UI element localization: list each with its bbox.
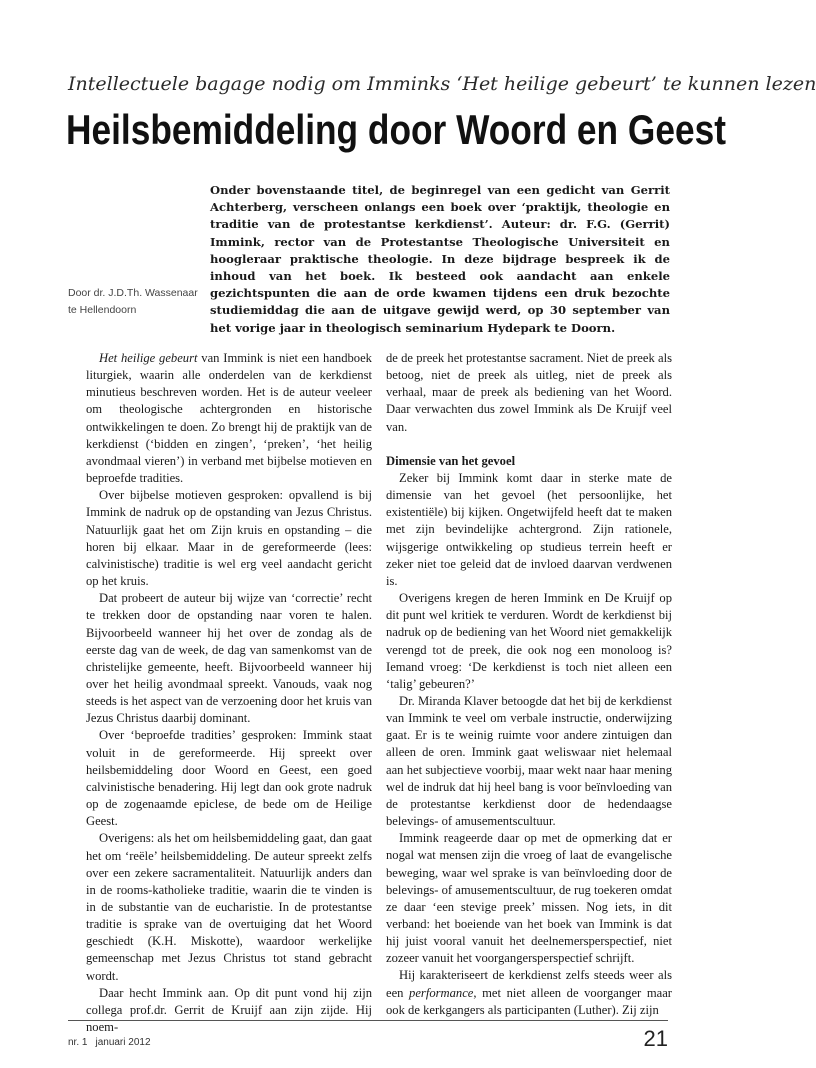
author-location: te Hellendoorn: [68, 304, 137, 316]
paragraph-text: Hij karakteriseert de kerkdienst zelfs steeds weer als een: [386, 968, 672, 1000]
paragraph: Overigens: als het om heilsbemiddeling gaat, dan gaat het om ‘reële’ heilsbemiddeling. De auteur spreekt zelfs over een zekere sacramentaliteit. Natuurlijk anders dan in de rooms-katholieke traditie, waarin die te vinden is in de substantie van de eucharistie. In de protestantse traditie is sprake van de overtuiging dat het Woord geschiedt (K.H. Miskotte), waardoor werkelijke gemeenschap met Jezus Christus tot stand gebracht wordt.: [86, 831, 372, 983]
author-byline: [68, 285, 208, 319]
paragraph: [386, 967, 672, 1018]
paragraph: Dat probeert de auteur bij wijze van ‘correctie’ recht te trekken door de opstanding naar voren te halen. Bijvoorbeeld wanneer hij het over de zondag als de eerste dag van de week, de dag van samenkomst van de christelijke gemeente, heeft. Bijvoorbeeld wanneer hij over het heilig avondmaal spreekt. Vanouds, vaak nog steeds is het aspect van de verzoening door het kruis van Jezus Christus daarbij dominant.: [86, 591, 372, 726]
left-column: [86, 350, 372, 1036]
issue-date: januari 2012: [95, 1037, 151, 1048]
issue-number: nr. 1: [68, 1037, 88, 1048]
article-lead: Onder bovenstaande titel, de beginregel van een gedicht van Gerrit Achterberg, verscheen onlangs een boek over ‘praktijk, theologie en traditie van de protestantse kerkdienst’. Auteur: dr. F.G. (Gerrit) Immink, rector van de Protestantse Theologische Universiteit en hoogleraar praktische theologie. In deze bijdrage bespreek ik de inhoud van het boek. Ik besteed ook aandacht aan enkele gezichtspunten die aan de orde kwamen tijdens een druk bezochte studiemiddag die aan de uitgave gewijd werd, op 30 september van het vorige jaar in theologisch seminarium Hydepark te Doorn.: [210, 183, 670, 335]
paragraph-text: van Immink is niet een handboek liturgiek, waarin alle onderdelen van de kerkdienst minutieus beschreven worden. Het is de auteur veeleer om theologische achtergronden en historische ontwikkelingen te doen. Zo brengt hij de praktijk van de kerkdienst (‘bidden en zingen’, ‘preken’, ‘het heilig avondmaal vieren’) in verband met bijbelse motieven en beproefde tradities.: [86, 351, 372, 486]
paragraph: Over ‘beproefde tradities’ gesproken: Immink staat voluit in de gereformeerde. Hij spreekt over heilsbemiddeling door Woord en Geest, een goed calvinistische benadering. Hij legt dan ook grote nadruk op de zogenaamde epiclese, de bede om de Heilige Geest.: [86, 728, 372, 829]
footer-divider: [68, 1020, 668, 1021]
article-title: Heilsbemiddeling door Woord en Geest: [66, 106, 726, 153]
paragraph: Over bijbelse motieven gesproken: opvallend is bij Immink de nadruk op de opstanding van Jezus Christus. Natuurlijk gaat het om Zijn kruis en opstanding – die horen bij elkaar. Maar in de gereformeerde (lees: calvinistische) traditie is wel erg veel aandacht gericht op het kruis.: [86, 488, 372, 589]
paragraph: Overigens kregen de heren Immink en De Kruijf op dit punt wel kritiek te verduren. Wordt de kerkdienst bij nadruk op de bediening van het Woord niet gemakkelijk verengd tot de preek, die ook nog een monoloog is? Iemand vroeg: ‘De kerkdienst is toch niet alleen een ‘talig’ gebeuren?’: [386, 591, 672, 691]
paragraph: Zeker bij Immink komt daar in sterke mate de dimensie van het gevoel (het persoonlijke, het existentiële) bij kijken. Ongetwijfeld heeft dat te maken met zijn bevindelijke achtergrond. Zijn rationele, wijsgerige ontwikkeling op studieus terrein heeft er zeker niet toe geleid dat de invloed daarvan verdwenen is.: [386, 470, 672, 588]
italic-term: performance: [409, 985, 474, 1000]
paragraph: de de preek het protestantse sacrament. Niet de preek als betoog, niet de preek als uitleg, niet de preek als verhaal, maar de preek als bediening van het Woord. Daar verwachten dus zowel Immink als De Kruijf veel van.: [386, 351, 672, 434]
author-name: Door dr. J.D.Th. Wassenaar: [68, 287, 198, 299]
paragraph: Dr. Miranda Klaver betoogde dat het bij de kerkdienst van Immink te veel om verbale instructie, onderwijzing gaat. Er is te weinig ruimte voor andere zintuigen dan alleen de oren. Immink gaat weliswaar niet helemaal aan het subjectieve voorbij, maar wekt naar haar mening wel de indruk dat hij heel bang is voor beïnvloeding van de protestantse kerkdienst door de hedendaagse belevings- of amusementscultuur.: [386, 693, 672, 829]
paragraph: Immink reageerde daar op met de opmerking dat er nogal wat mensen zijn die vroeg of laat de evangelische beweging, waar wel sprake is van beïnvloeding door de belevings- of amusementscultuur, de rug toekeren omdat ze daar ‘een stevige preek’ missen. Nog iets, in dit verband: het boeiende van het boek van Immink is dat hij juist vooral vanuit het deelnemersperspectief, niet zozeer vanuit het voorgangersperspectief schrijft.: [386, 831, 672, 966]
page-number: 21: [643, 1026, 668, 1051]
section-heading: Dimensie van het gevoel: [386, 453, 516, 468]
footer-issue-info: [68, 1036, 159, 1050]
article-kicker: Intellectuele bagage nodig om Imminks ‘Het heilige gebeurt’ te kunnen lezen: [68, 73, 816, 95]
paragraph: [86, 350, 372, 487]
paragraph: Daar hecht Immink aan. Op dit punt vond hij zijn collega prof.dr. Gerrit de Kruijf aan zijn zijde. Hij noem-: [86, 985, 372, 1035]
book-title-italic: Het heilige gebeurt: [99, 351, 198, 365]
paragraph-text: , met niet alleen de voorganger maar ook de kerkgangers als participanten (Luther). Zij zijn: [386, 985, 672, 1017]
right-column: [386, 350, 672, 1019]
